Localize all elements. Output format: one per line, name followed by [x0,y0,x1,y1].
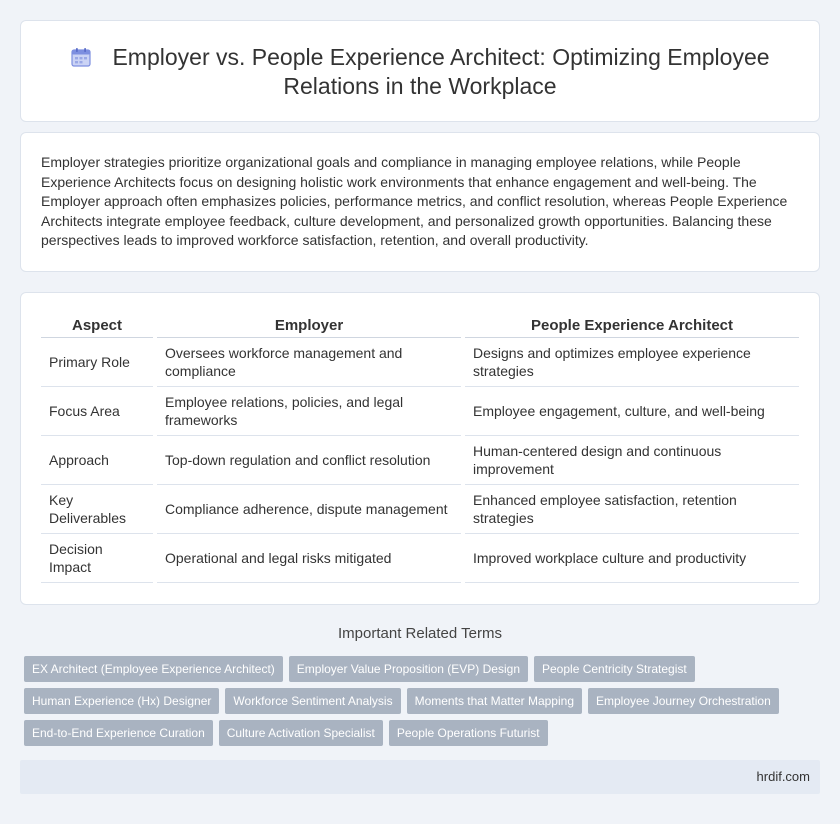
intro-card [20,132,820,272]
related-term-tag[interactable]: People Centricity Strategist [534,656,695,682]
table-cell-architect: Employee engagement, culture, and well-being [463,386,799,435]
header-people-experience-architect: People Experience Architect [463,315,799,337]
table-cell-architect: Designs and optimizes employee experience strategies [463,337,799,386]
header-card [20,20,820,122]
table-cell-employer: Employee relations, policies, and legal frameworks [155,386,463,435]
table-cell-employer: Operational and legal risks mitigated [155,533,463,582]
related-term-tag[interactable]: Human Experience (Hx) Designer [24,688,219,714]
comparison-card [20,292,820,605]
table-cell-employer: Compliance adherence, dispute management [155,484,463,533]
table-row [41,435,799,484]
related-term-tag[interactable]: Workforce Sentiment Analysis [225,688,400,714]
page-title [21,43,819,101]
table-row [41,386,799,435]
calendar-icon [70,46,92,68]
table-cell-architect: Enhanced employee satisfaction, retention strategies [463,484,799,533]
table-header-row [41,315,799,337]
table-cell-aspect: Key Deliverables [41,484,155,533]
table-cell-aspect: Approach [41,435,155,484]
table-cell-aspect: Decision Impact [41,533,155,582]
related-term-tag[interactable]: Employer Value Proposition (EVP) Design [289,656,528,682]
table-cell-aspect: Primary Role [41,337,155,386]
table-row [41,484,799,533]
table-row [41,337,799,386]
header-employer: Employer [155,315,463,337]
related-term-tag[interactable]: End-to-End Experience Curation [24,720,213,746]
table-cell-architect: Improved workplace culture and productivity [463,533,799,582]
table-cell-employer: Oversees workforce management and compliance [155,337,463,386]
related-term-tag[interactable]: People Operations Futurist [389,720,548,746]
footer-site-link[interactable]: hrdif.com [756,769,810,784]
table-row [41,533,799,582]
comparison-table [41,315,799,583]
related-term-tag[interactable]: EX Architect (Employee Experience Architect) [24,656,283,682]
related-term-tag[interactable]: Moments that Matter Mapping [407,688,582,714]
table-cell-aspect: Focus Area [41,386,155,435]
table-cell-architect: Human-centered design and continuous improvement [463,435,799,484]
related-term-tag[interactable]: Culture Activation Specialist [219,720,383,746]
page-title-text: Employer vs. People Experience Architect: Optimizing Employee Relations in the Workplace [112,44,770,99]
header-aspect: Aspect [41,315,155,337]
table-cell-employer: Top-down regulation and conflict resolution [155,435,463,484]
intro-paragraph: Employer strategies prioritize organizational goals and compliance in managing employee relations, while People Experience Architects focus on designing holistic work environments that enhance engagement and well-being. The Employer approach often emphasizes policies, performance metrics, and conflict resolution, whereas People Experience Architects integrate employee feedback, culture development, and personalized growth opportunities. Balancing these perspectives leads to improved workforce satisfaction, retention, and overall productivity. [41,154,788,249]
related-term-tag[interactable]: Employee Journey Orchestration [588,688,779,714]
header [21,43,819,101]
footer [20,760,820,794]
related-terms-list [24,656,804,746]
related-terms-title: Important Related Terms [338,625,502,642]
